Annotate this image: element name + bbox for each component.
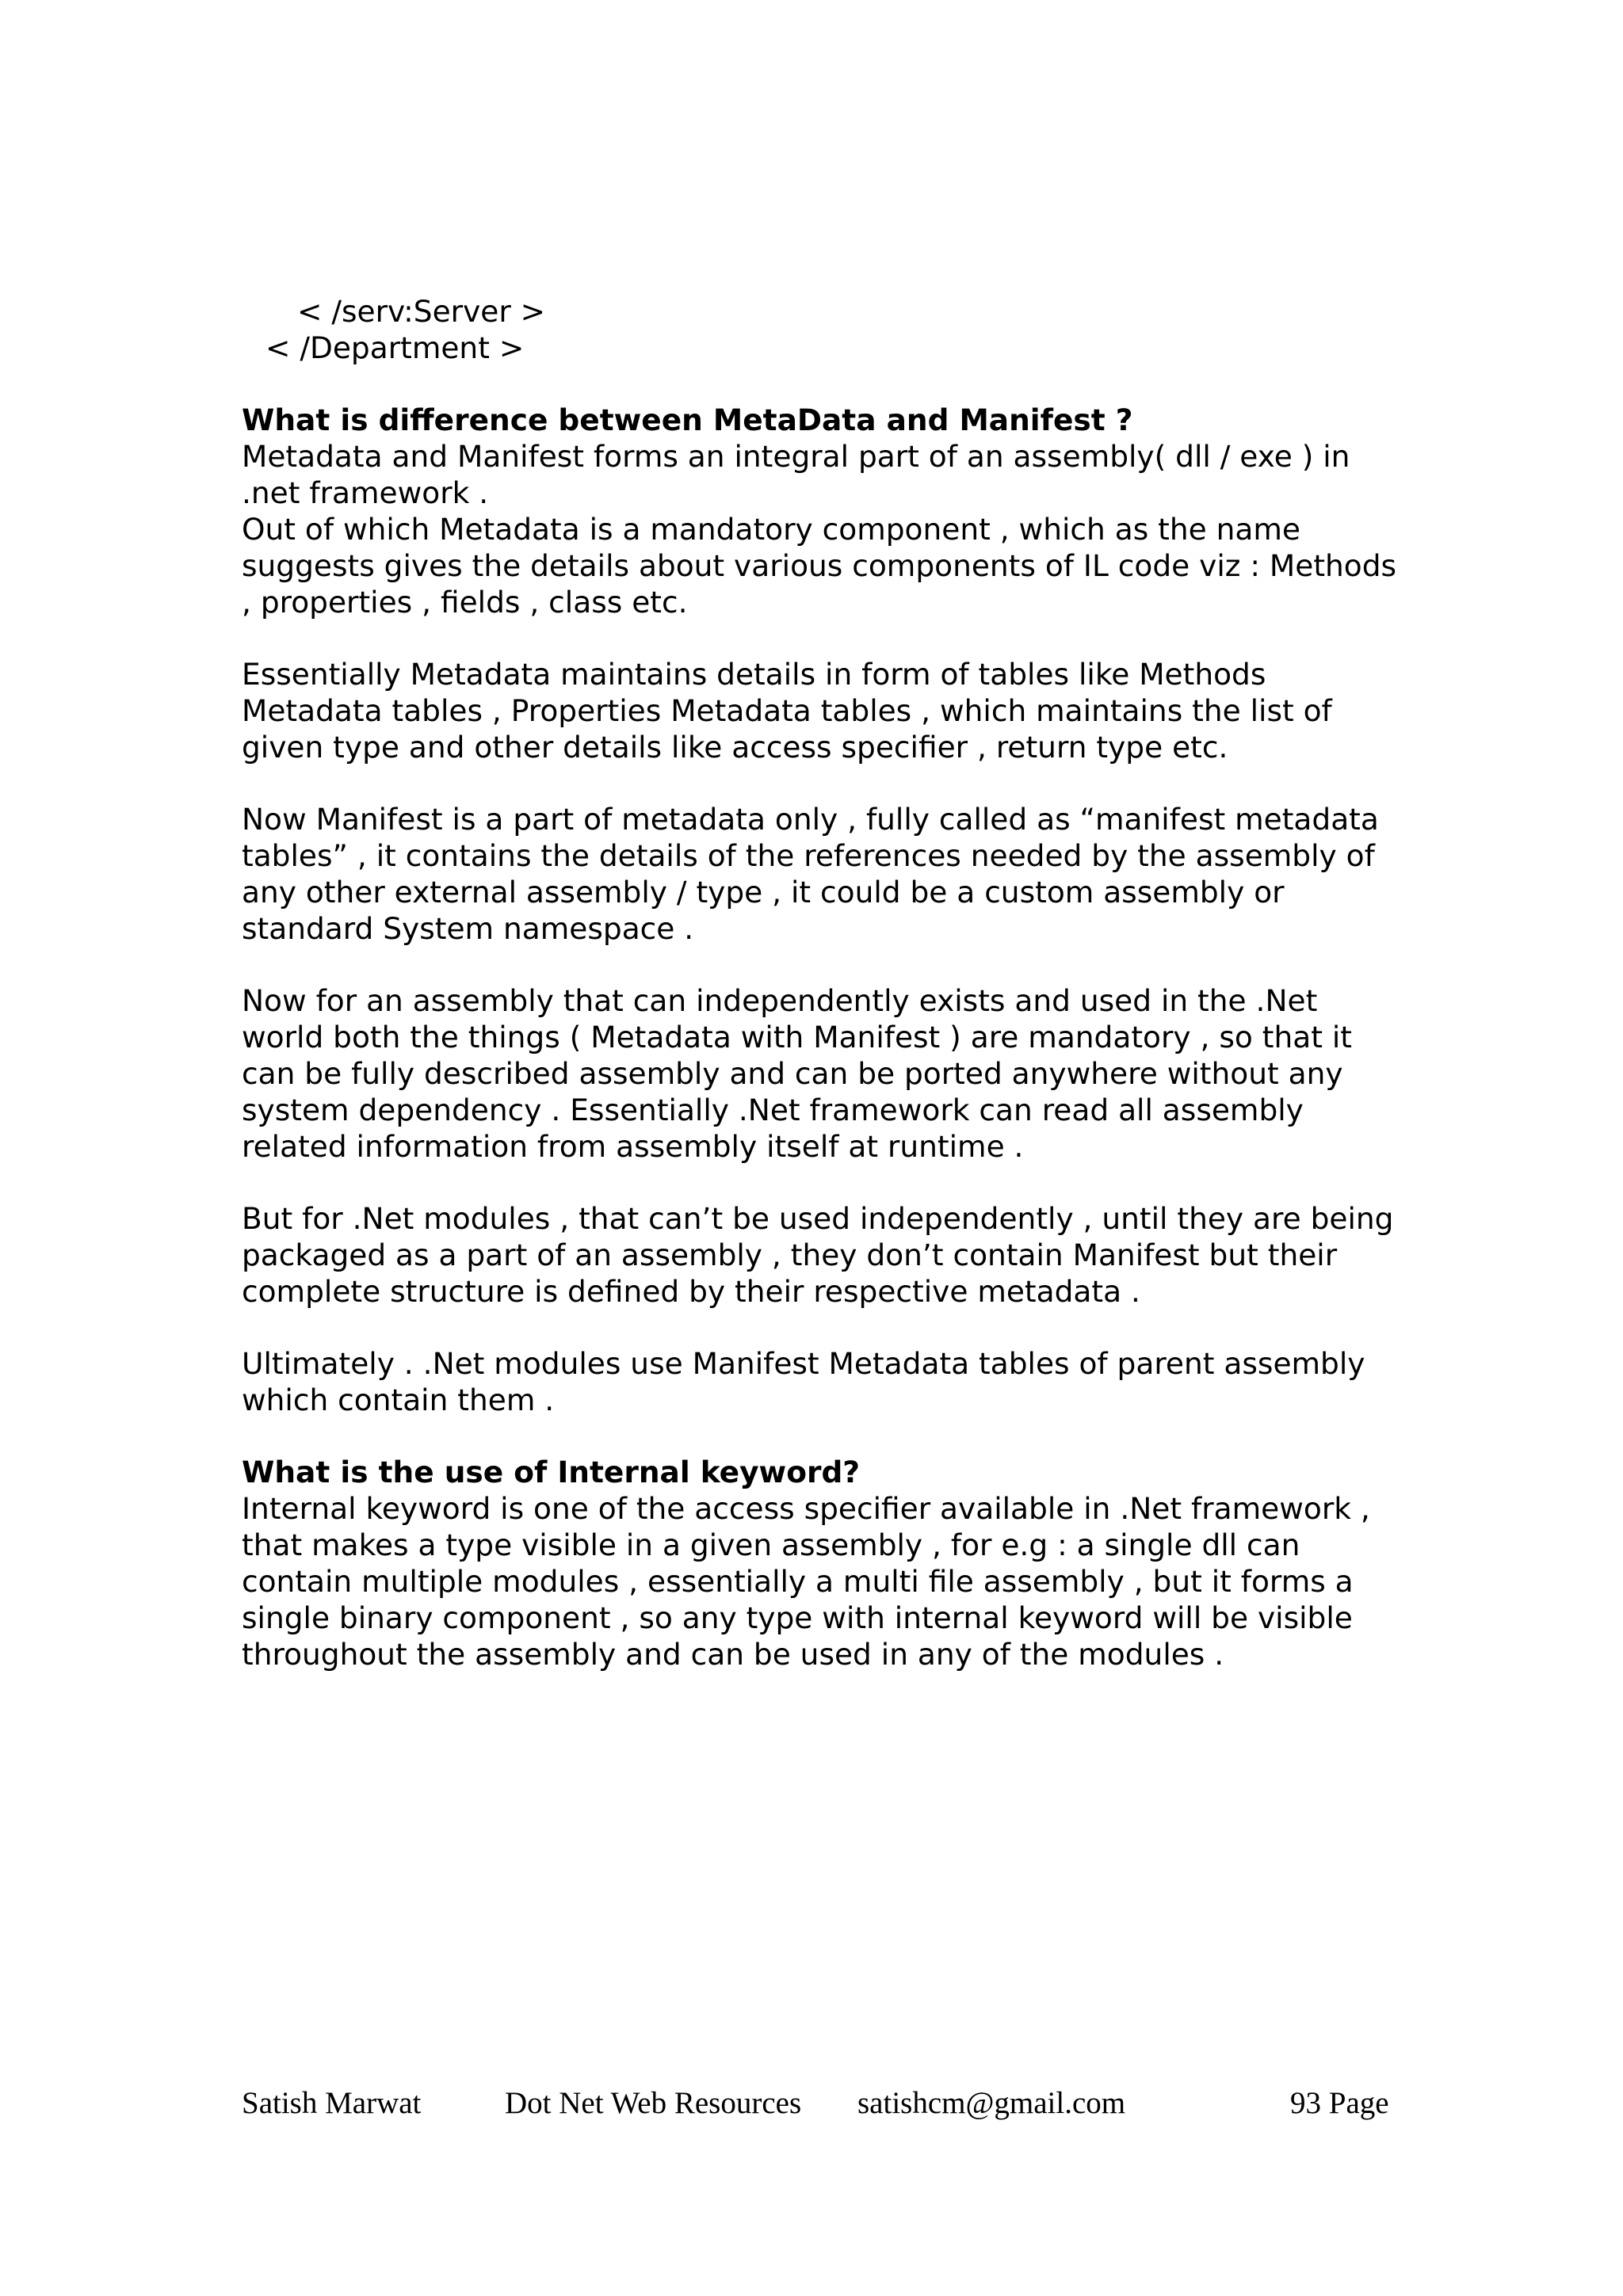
heading-metadata-manifest: What is difference between MetaData and Manifest ? bbox=[242, 402, 1133, 437]
page-footer bbox=[0, 2080, 1623, 2127]
footer-author: Satish Marwat bbox=[242, 2086, 422, 2120]
body-line: contain multiple modules , essentially a multi file assembly , but it forms a bbox=[242, 1564, 1354, 1599]
body-line: Metadata and Manifest forms an integral part of an assembly( dll / exe ) in bbox=[242, 439, 1350, 474]
body-line: complete structure is defined by their respective metadata . bbox=[242, 1274, 1140, 1309]
footer-site: Dot Net Web Resources bbox=[505, 2086, 802, 2120]
body-line: that makes a type visible in a given assembly , for e.g : a single dll can bbox=[242, 1527, 1300, 1562]
body-line: Now for an assembly that can independently exists and used in the .Net bbox=[242, 983, 1318, 1018]
body-line: can be fully described assembly and can be ported anywhere without any bbox=[242, 1056, 1343, 1091]
footer-page-number: 93 Page bbox=[1290, 2086, 1389, 2120]
body-line: Internal keyword is one of the access specifier available in .Net framework , bbox=[242, 1491, 1370, 1526]
body-line: any other external assembly / type , it could be a custom assembly or bbox=[242, 875, 1285, 910]
heading-internal-keyword: What is the use of Internal keyword? bbox=[242, 1455, 861, 1489]
body-line: throughout the assembly and can be used in any of the modules . bbox=[242, 1637, 1224, 1672]
body-line: single binary component , so any type with internal keyword will be visible bbox=[242, 1600, 1353, 1635]
body-line: , properties , fields , class etc. bbox=[242, 585, 688, 620]
body-line: related information from assembly itself at runtime . bbox=[242, 1129, 1024, 1164]
code-line-server-close: < /serv:Server > bbox=[297, 294, 546, 329]
body-line: given type and other details like access specifier , return type etc. bbox=[242, 730, 1228, 765]
body-line: standard System namespace . bbox=[242, 911, 694, 946]
body-line: tables” , it contains the details of the references needed by the assembly of bbox=[242, 838, 1375, 873]
body-line: Out of which Metadata is a mandatory component , which as the name bbox=[242, 512, 1300, 547]
body-line: Ultimately . .Net modules use Manifest Metadata tables of parent assembly bbox=[242, 1346, 1365, 1381]
body-line: which contain them . bbox=[242, 1383, 555, 1417]
code-line-department-close: < /Department > bbox=[265, 330, 525, 365]
body-line: world both the things ( Metadata with Manifest ) are mandatory , so that it bbox=[242, 1020, 1352, 1055]
body-line: Metadata tables , Properties Metadata tables , which maintains the list of bbox=[242, 693, 1332, 728]
body-line: But for .Net modules , that can’t be used independently , until they are being bbox=[242, 1201, 1394, 1236]
body-line: system dependency . Essentially .Net framework can read all assembly bbox=[242, 1093, 1304, 1127]
body-line: suggests gives the details about various components of IL code viz : Methods bbox=[242, 548, 1397, 583]
body-line: Essentially Metadata maintains details in form of tables like Methods bbox=[242, 657, 1266, 692]
body-line: Now Manifest is a part of metadata only , fully called as “manifest metadata bbox=[242, 802, 1379, 837]
body-line: packaged as a part of an assembly , they don’t contain Manifest but their bbox=[242, 1238, 1338, 1272]
body-line: .net framework . bbox=[242, 475, 489, 510]
footer-email: satishcm@gmail.com bbox=[857, 2086, 1126, 2120]
